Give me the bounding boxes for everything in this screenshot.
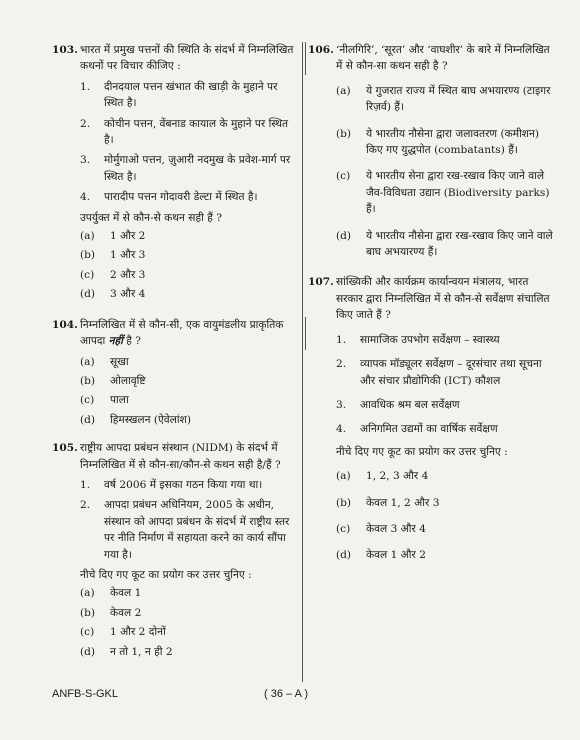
option-c: (c) 2 और 3 [80, 268, 146, 281]
statement: 2. कोचीन पत्तन, वेंबनाड कायाल के मुहाने पर स्थित है। [80, 117, 289, 147]
statement: 1. वर्ष 2006 में इसका गठन किया गया था। [80, 478, 263, 491]
left-column [52, 42, 300, 670]
question-number: 105. [52, 442, 78, 455]
option-c: (c) पाला [80, 394, 129, 407]
question-103 [52, 42, 300, 303]
booklet-code: ANFB-S-GKL [52, 688, 119, 700]
question-prompt: नीचे दिए गए कूट का प्रयोग कर उत्तर चुनिए : [336, 445, 508, 458]
question-stem: राष्ट्रीय आपदा प्रबंधन संस्थान (NIDM) के संदर्भ में निम्नलिखित में से कौन-सा/कौन-से कथन सही है/हैं ? [80, 442, 281, 471]
option-b: (b) केवल 2 [80, 606, 142, 619]
statement: 1. सामाजिक उपभोग सर्वेक्षण – स्वास्थ्य [336, 333, 500, 346]
page-number: ( 36 – A ) [264, 688, 309, 700]
option-d: (d) न तो 1, न ही 2 [80, 645, 173, 658]
statement: 2. व्यापक मॉड्यूलर सर्वेक्षण – दूरसंचार तथा सूचना और संचार प्रौद्योगिकी (ICT) कौशल [336, 358, 542, 387]
question-number: 104. [52, 318, 78, 331]
question-stem: ‘नीलगिरि’, ‘सूरत’ और ‘वाघशीर’ के बारे में निम्नलिखित में से कौन-सा कथन सही है ? [336, 44, 550, 73]
question-106 [308, 42, 556, 260]
statement-list [80, 79, 300, 206]
question-104 [52, 317, 300, 428]
question-number: 106. [308, 44, 334, 56]
statement-list [336, 332, 556, 438]
option-a: (a) सूखा [80, 355, 129, 368]
question-prompt: उपर्युक्त में से कौन-से कथन सही हैं ? [80, 211, 222, 224]
question-stem: निम्नलिखित में से कौन-सी, एक वायुमंडलीय प्राकृतिक आपदा नहीं है ? [80, 317, 300, 350]
option-a: (a) 1 और 2 [80, 230, 146, 243]
option-b: (b) ओलावृष्टि [80, 374, 146, 387]
statement: 2. आपदा प्रबंधन अधिनियम, 2005 के अधीन, संस्थान को आपदा प्रबंधन के संदर्भ में राष्ट्रीय स्तर पर नीति निर्माण में सहायता करने का कार्य सौंपा गया है। [80, 499, 290, 561]
right-column [308, 42, 556, 574]
question-stem: भारत में प्रमुख पत्तनों की स्थिति के संदर्भ में निम्नलिखित कथनों पर विचार कीजिए : [80, 42, 300, 75]
option-c: (c) केवल 3 और 4 [336, 522, 426, 535]
statement: 3. आवधिक श्रम बल सर्वेक्षण [336, 398, 460, 411]
statement: 4. अनिगमित उद्यमों का वार्षिक सर्वेक्षण [336, 423, 498, 436]
option-a: (a) ये गुजरात राज्य में स्थित बाघ अभयारण्य (टाइगर रिज़र्व) हैं। [336, 84, 551, 114]
question-number: 107. [308, 276, 334, 289]
option-d: (d) ये भारतीय नौसेना द्वारा रख-रखाव किए जाने वाले बाघ अभयारण्य हैं। [336, 229, 553, 259]
option-d: (d) केवल 1 और 2 [336, 549, 426, 562]
statement: 1. दीनदयाल पत्तन खंभात की खाड़ी के मुहाने पर स्थित है। [80, 80, 278, 110]
question-number: 103. [52, 44, 78, 56]
column-divider [302, 42, 303, 682]
statement-list [80, 477, 300, 563]
option-a: (a) केवल 1 [80, 587, 142, 600]
option-c: (c) 1 और 2 दोनों [80, 626, 166, 639]
statement: 3. मोर्मुगाओ पत्तन, ज़ुआरी नदमुख के प्रवेश-मार्ग पर स्थित है। [80, 154, 291, 183]
option-b: (b) केवल 1, 2 और 3 [336, 496, 440, 509]
option-b: (b) ये भारतीय नौसेना द्वारा जलावतरण (कमीशन) किए गए युद्धपोत (combatants) हैं। [336, 127, 540, 157]
statement: 4. पारादीप पत्तन गोदावरी डेल्टा में स्थित है। [80, 191, 258, 204]
question-105 [52, 440, 300, 660]
option-a: (a) 1, 2, 3 और 4 [336, 470, 429, 483]
option-b: (b) 1 और 3 [80, 249, 146, 262]
question-stem: सांख्यिकी और कार्यक्रम कार्यान्वयन मंत्रालय, भारत सरकार द्वारा निम्नलिखित में से कौन-से सर्वेक्षण संचालित किए जाते हैं ? [336, 276, 550, 322]
option-d: (d) 3 और 4 [80, 288, 146, 301]
option-c: (c) ये भारतीय सेना द्वारा रख-रखाव किए जाने वाले जैव-विविधता उद्यान (Biodiversity parks) हैं। [336, 170, 550, 216]
question-prompt: नीचे दिए गए कूट का प्रयोग कर उत्तर चुनिए : [80, 568, 252, 581]
question-107 [308, 274, 556, 563]
option-d: (d) हिमस्खलन (ऐवेलांश) [80, 413, 191, 426]
